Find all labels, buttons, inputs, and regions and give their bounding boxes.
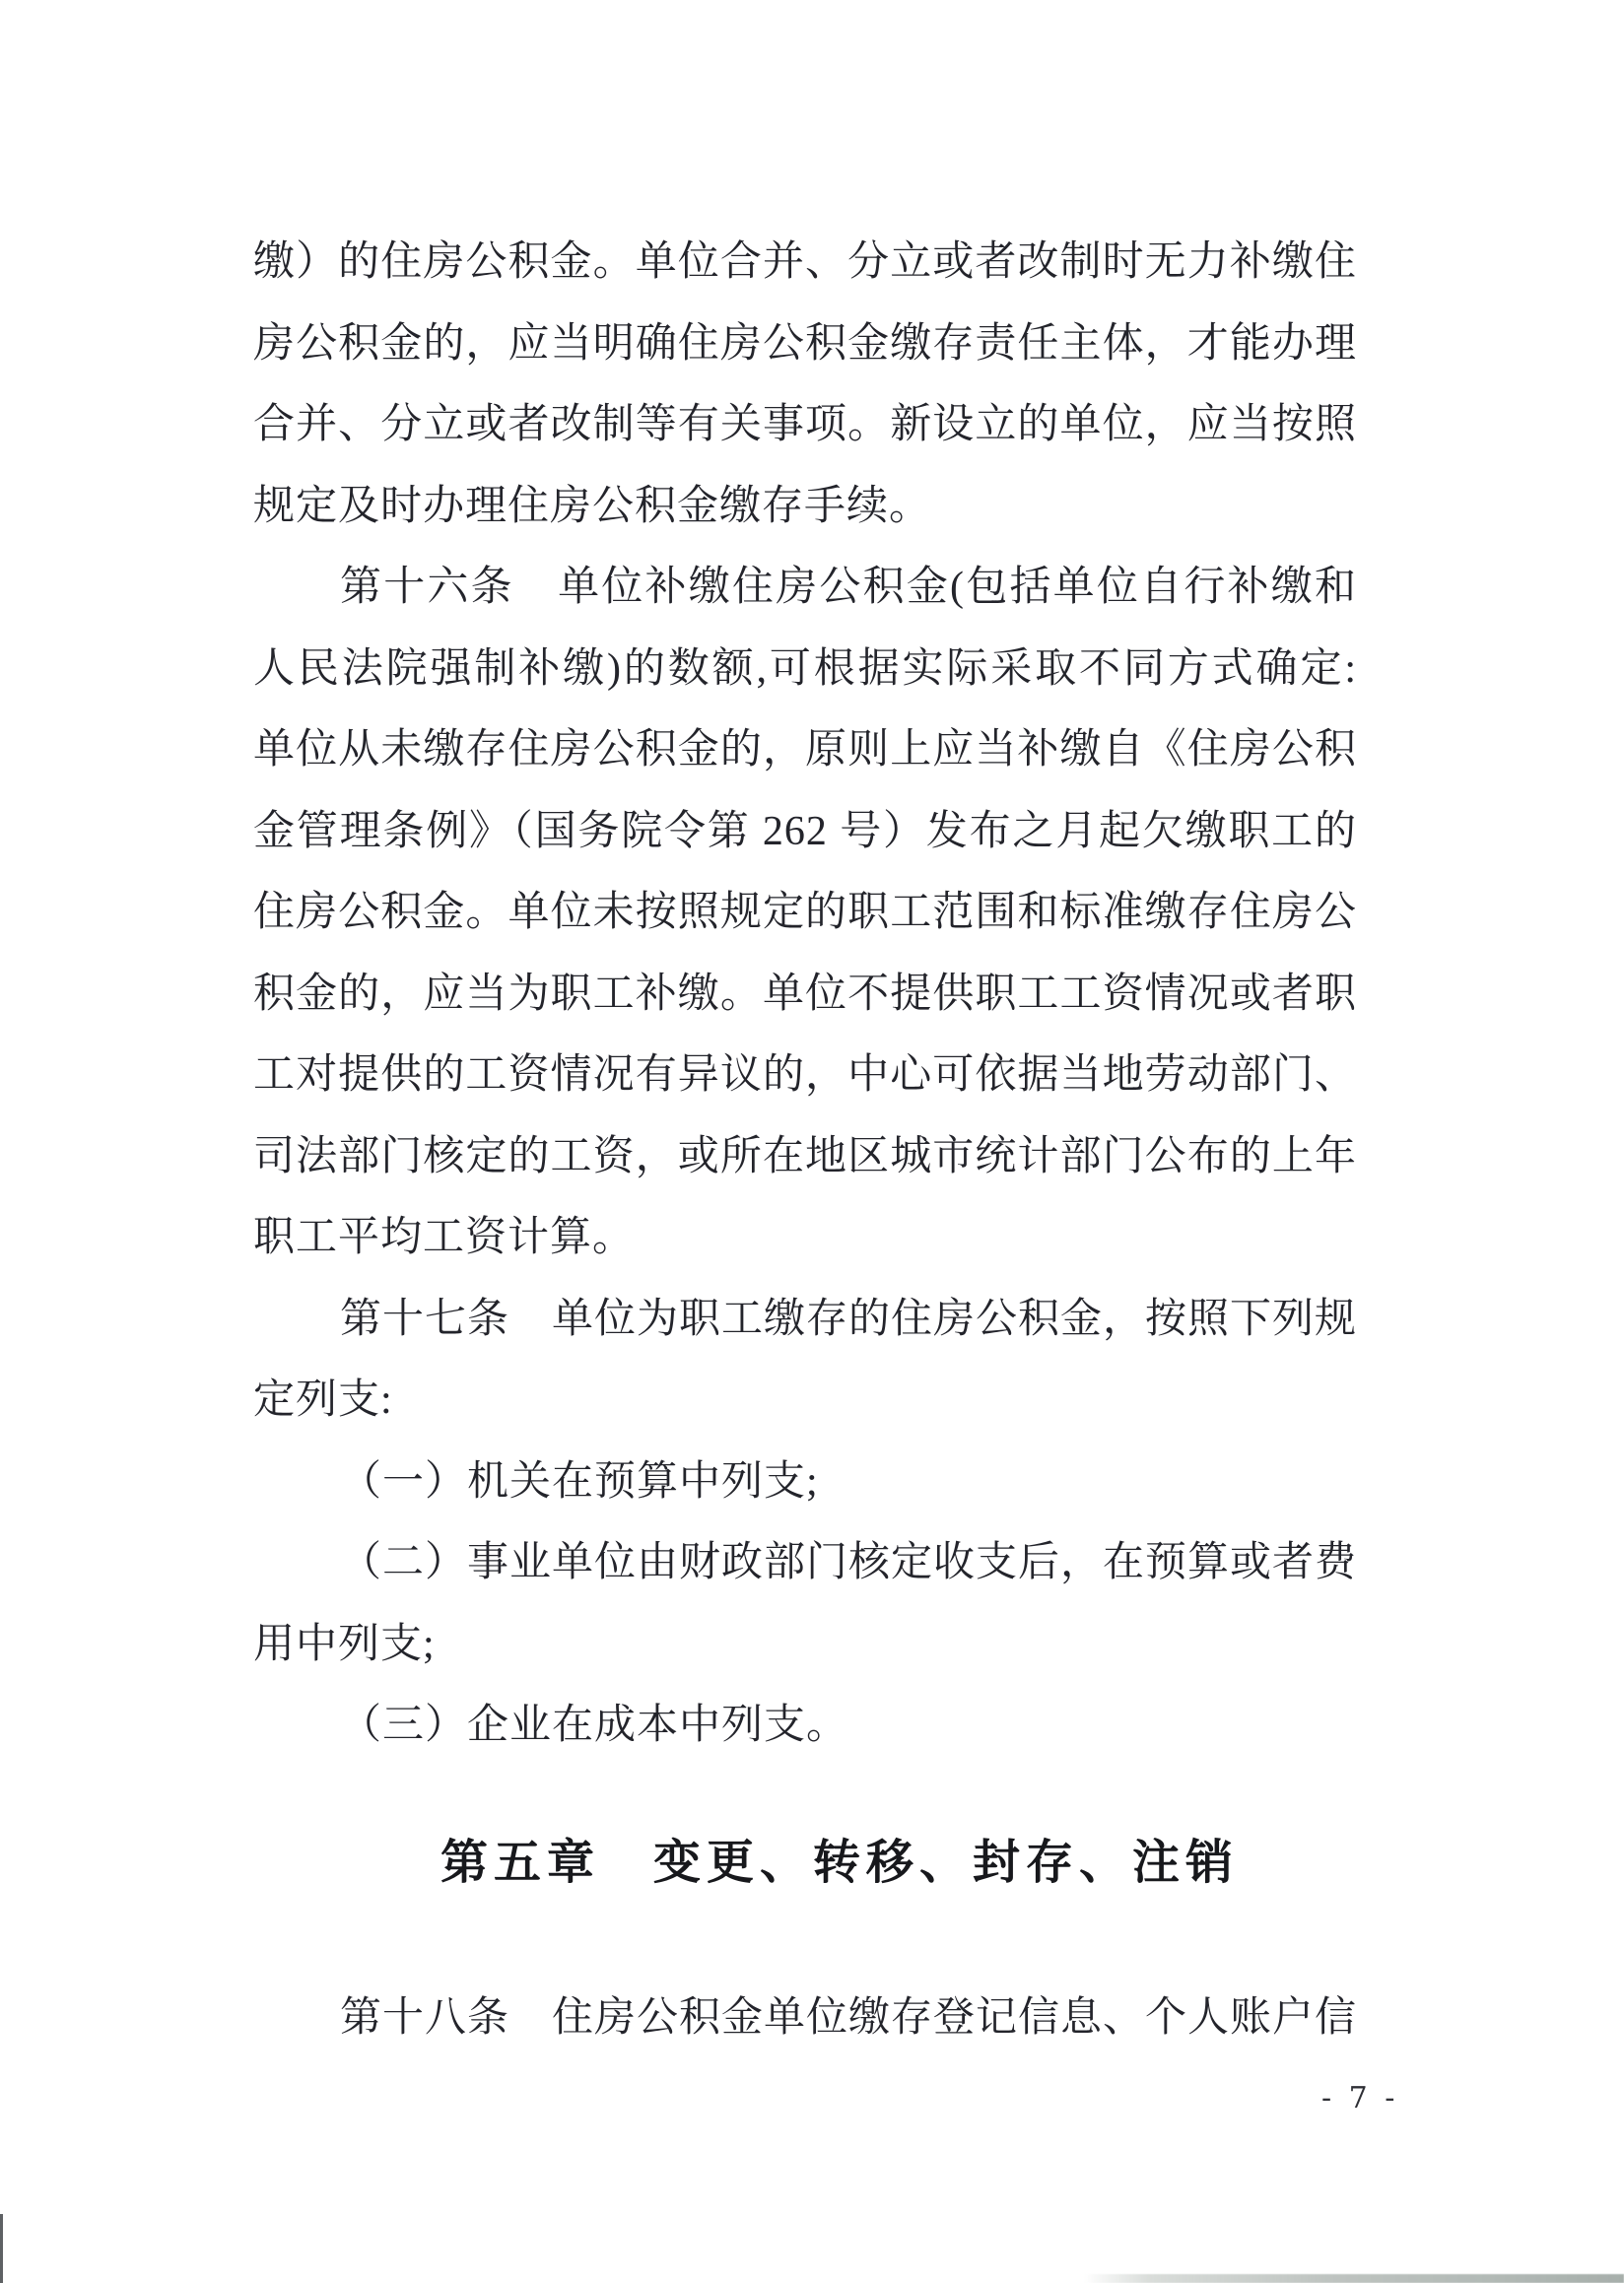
text-line: （一）机关在预算中列支; bbox=[340, 1458, 819, 1505]
scan-artifact-bottom bbox=[1084, 2274, 1624, 2283]
text-line: 金管理条例》（国务院令第 262 号）发布之月起欠缴职工的 bbox=[253, 808, 1357, 854]
text-line: 第十八条 住房公积金单位缴存登记信息、个人账户信 bbox=[340, 1995, 1358, 2041]
chapter-heading: 第五章 变更、转移、封存、注销 bbox=[440, 1834, 1239, 1890]
document-text-block bbox=[253, 222, 1357, 2059]
text-line: 职工平均工资计算。 bbox=[253, 1215, 636, 1260]
scan-artifact-left-edge bbox=[0, 2214, 3, 2283]
text-line: 定列支: bbox=[253, 1377, 393, 1423]
text-line: 积金的，应当为职工补缴。单位不提供职工工资情况或者职 bbox=[253, 971, 1357, 1017]
text-line: 缴）的住房公积金。单位合并、分立或者改制时无力补缴住 bbox=[253, 239, 1357, 285]
text-line: 第十七条 单位为职工缴存的住房公积金，按照下列规 bbox=[340, 1296, 1358, 1342]
text-line: 司法部门核定的工资，或所在地区城市统计部门公布的上年 bbox=[253, 1133, 1357, 1179]
text-line: 房公积金的，应当明确住房公积金缴存责任主体，才能办理 bbox=[253, 320, 1357, 367]
text-line: 第十六条 单位补缴住房公积金(包括单位自行补缴和 bbox=[340, 565, 1357, 610]
text-line: 人民法院强制补缴)的数额,可根据实际采取不同方式确定: bbox=[253, 645, 1357, 692]
text-line: （三）企业在成本中列支。 bbox=[340, 1703, 849, 1748]
text-line: 工对提供的工资情况有异议的，中心可依据当地劳动部门、 bbox=[253, 1052, 1357, 1098]
text-line: 住房公积金。单位未按照规定的职工范围和标准缴存住房公 bbox=[253, 890, 1357, 935]
text-line: 合并、分立或者改制等有关事项。新设立的单位，应当按照 bbox=[253, 402, 1357, 447]
text-line: （二）事业单位由财政部门核定收支后，在预算或者费 bbox=[340, 1540, 1358, 1585]
text-line: 用中列支; bbox=[253, 1621, 436, 1667]
page-number: - 7 - bbox=[1321, 2081, 1399, 2115]
text-line: 单位从未缴存住房公积金的，原则上应当补缴自《住房公积 bbox=[253, 727, 1357, 772]
text-line: 规定及时办理住房公积金缴存手续。 bbox=[253, 483, 932, 529]
